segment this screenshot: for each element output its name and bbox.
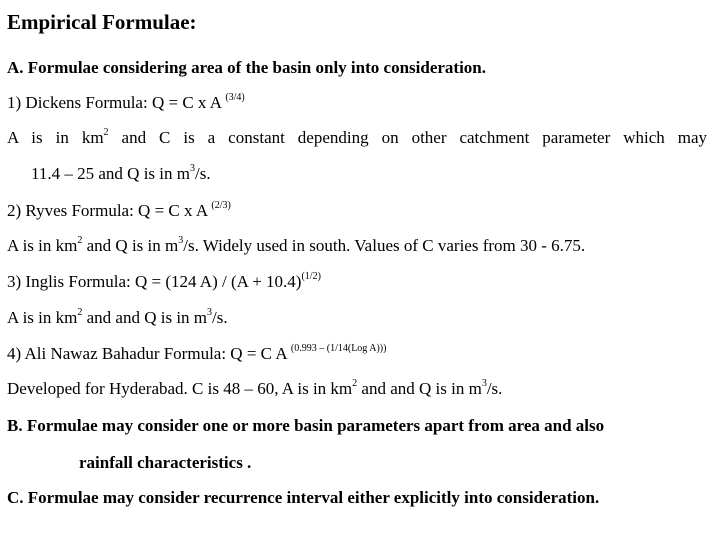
ryves-description xyxy=(7,236,585,256)
dickens-desc-text: A is in km xyxy=(7,128,104,147)
dickens-heading: 1) Dickens Formula: Q = C x A xyxy=(7,93,226,112)
dickens-description xyxy=(7,128,707,148)
dickens-range-text: 11.4 – 25 and Q is in m xyxy=(31,164,190,183)
ryves-desc-text-3: /s. Widely used in south. Values of C varies from 30 - 6.75. xyxy=(183,236,586,255)
ryves-exponent: (2/3) xyxy=(211,200,231,211)
section-a-heading: A. Formulae considering area of the basin only into consideration. xyxy=(7,58,486,77)
section-b-line-2: rainfall characteristics . xyxy=(79,453,252,472)
dickens-desc-sup: 2 xyxy=(103,127,109,138)
section-b-line-1: B. Formulae may consider one or more basin parameters apart from area and also xyxy=(7,416,605,435)
ali-nawaz-desc-text-2: and and Q is in m xyxy=(357,379,482,398)
ryves-desc-text-2: and Q is in m xyxy=(82,236,179,255)
inglis-description xyxy=(7,308,228,328)
page-title: Empirical Formulae: xyxy=(7,10,197,34)
dickens-exponent: (3/4) xyxy=(225,92,245,103)
ali-nawaz-exponent: (0.993 – (1/14(Log A))) xyxy=(290,343,387,354)
ryves-formula xyxy=(7,201,231,221)
dickens-desc-text-2: and C is a constant depending on other catchment parameter which may xyxy=(108,128,708,147)
ali-nawaz-description xyxy=(7,379,502,399)
ryves-desc-sup: 2 xyxy=(77,235,83,246)
inglis-desc-text: A is in km xyxy=(7,308,78,327)
inglis-heading: 3) Inglis Formula: Q = (124 A) / (A + 10.4) xyxy=(7,272,302,291)
ali-nawaz-desc-sup-2: 3 xyxy=(481,378,487,389)
inglis-exponent: (1/2) xyxy=(301,271,321,282)
inglis-desc-text-3: /s. xyxy=(212,308,228,327)
ryves-heading: 2) Ryves Formula: Q = C x A xyxy=(7,201,212,220)
inglis-desc-text-2: and and Q is in m xyxy=(82,308,208,327)
ryves-desc-sup-2: 3 xyxy=(178,235,184,246)
section-c-heading: C. Formulae may consider recurrence interval either explicitly into consideration. xyxy=(7,488,600,507)
ali-nawaz-desc-sup: 2 xyxy=(352,378,358,389)
dickens-formula xyxy=(7,93,245,113)
inglis-desc-sup: 2 xyxy=(77,307,83,318)
ali-nawaz-heading: 4) Ali Nawaz Bahadur Formula: Q = C A xyxy=(7,344,291,363)
ali-nawaz-desc-text: Developed for Hyderabad. C is 48 – 60, A is in km xyxy=(7,379,353,398)
inglis-formula xyxy=(7,272,321,292)
dickens-range-text-2: /s. xyxy=(194,164,211,183)
dickens-range-sup: 3 xyxy=(189,163,195,174)
ryves-desc-text: A is in km xyxy=(7,236,78,255)
ali-nawaz-desc-text-3: /s. xyxy=(486,379,503,398)
dickens-range xyxy=(31,164,211,184)
inglis-desc-sup-2: 3 xyxy=(207,307,213,318)
ali-nawaz-formula xyxy=(7,344,386,364)
